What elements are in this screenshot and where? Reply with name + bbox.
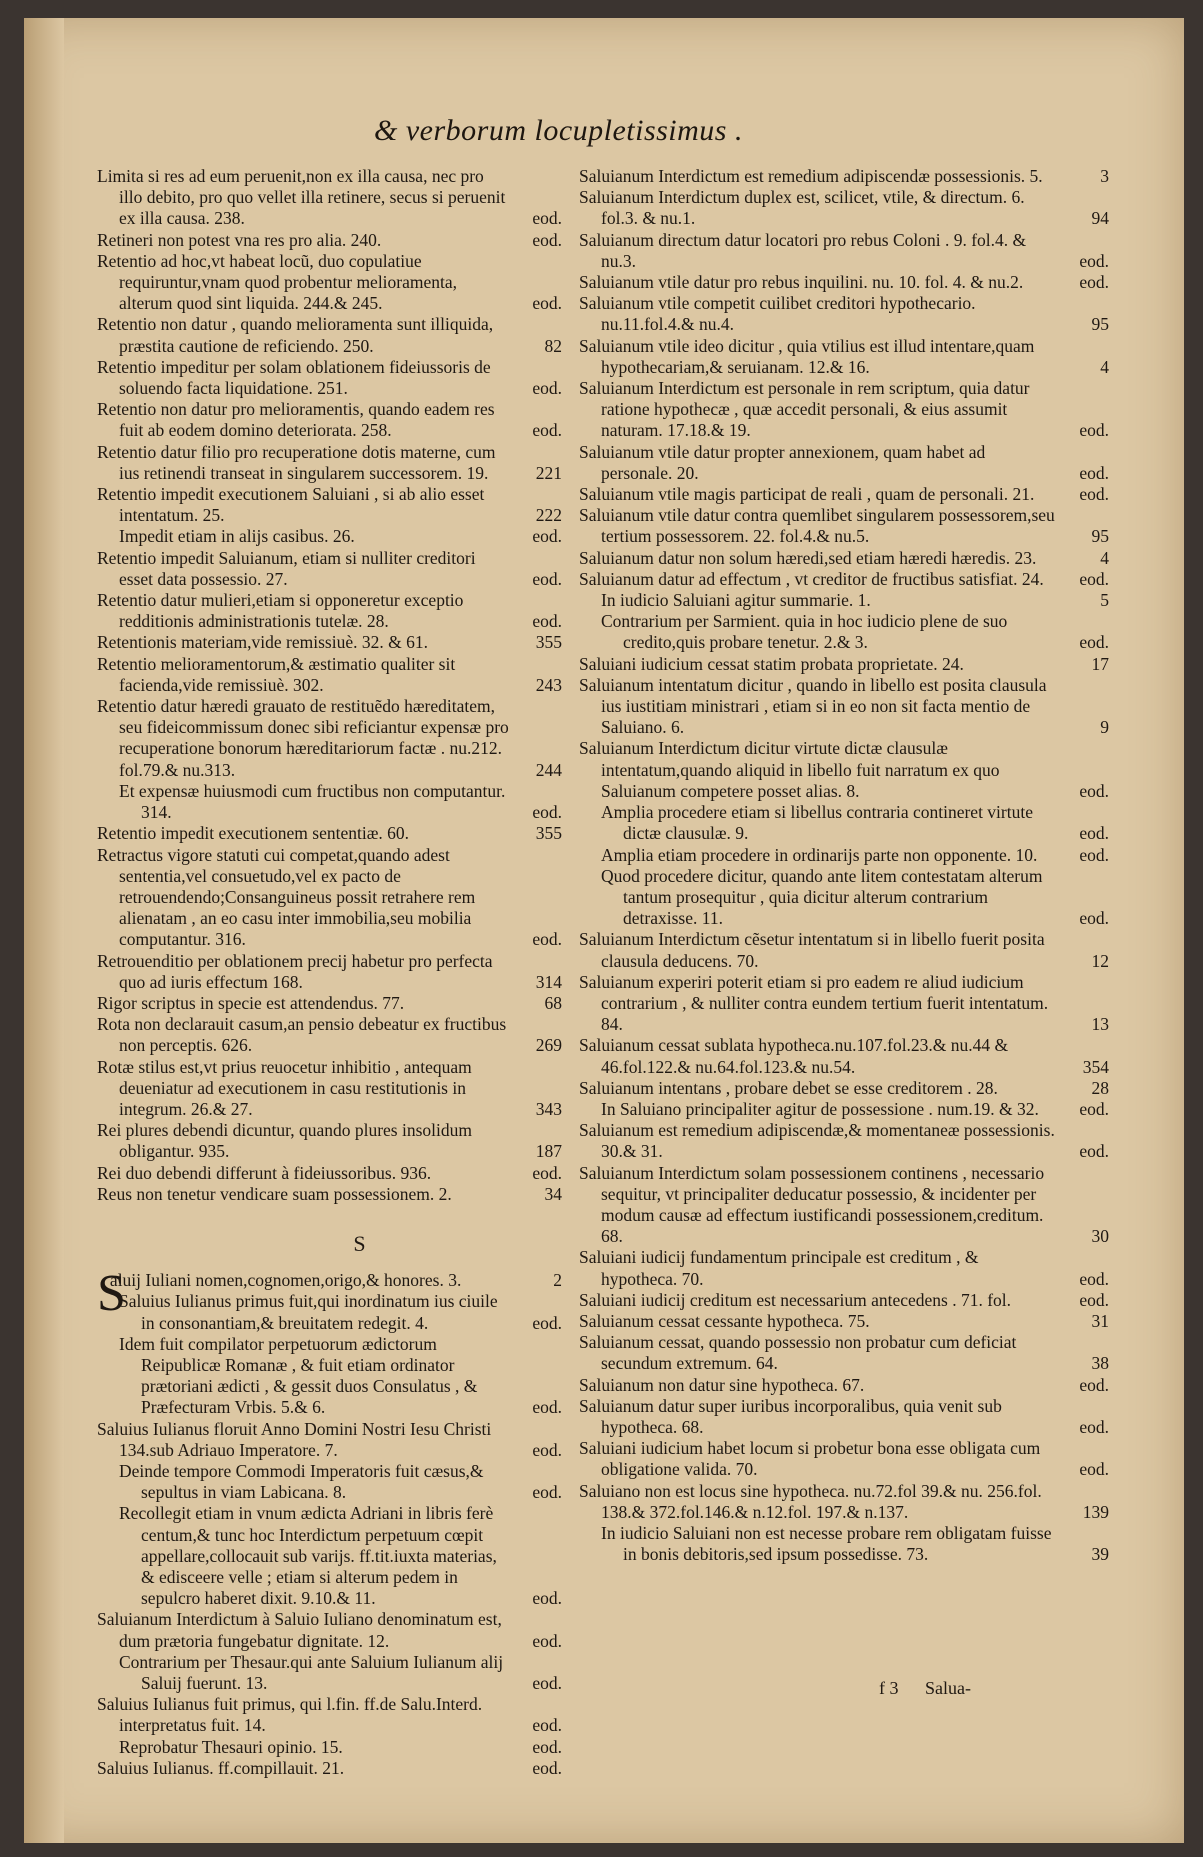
entry-page-ref: 30 [1091, 1226, 1109, 1247]
entry-text: Retentio datur filio pro recuperatione dotis materne, cum ius retinendi transeat in singularem successorem. 19. [97, 441, 496, 483]
entry-text: Saluianum Interdictum duplex est, scilicet, vtile, & directum. 6. fol.3. & nu.1. [579, 187, 1025, 229]
entry-page-ref: eod. [1079, 250, 1109, 271]
entry-page-ref: 139 [1082, 1501, 1109, 1522]
index-entry [579, 802, 1109, 844]
entry-text: aluij Iuliani nomen,cognomen,origo,& honores. 3. [109, 1270, 462, 1291]
entry-page-ref: 3 [1100, 166, 1109, 186]
entry-text: Saluianum directum datur locatori pro rebus Coloni . 9. fol.4. & nu.3. [579, 229, 1027, 271]
index-entry [579, 845, 1109, 866]
entry-text: Retentio datur mulieri,etiam si opponeretur exceptio redditionis administrationis tutelæ. 28. [97, 590, 464, 632]
entry-text: Saluianum Interdictum à Saluio Iuliano denominatum est, dum prætoria fungebatur dignitate. 12. [97, 1609, 502, 1651]
entry-text: Saluianum vtile competit cuilibet creditori hypothecario. nu.11.fol.4.& nu.4. [579, 293, 976, 335]
entry-text: Saluianum intentatum dicitur , quando in libello est posita clausula ius iustitiam ministrari , etiam si in eo non sit facta mentio de Saluiano. 6. [579, 674, 1047, 738]
index-entry [579, 1396, 1109, 1438]
entry-page-ref: eod. [1079, 823, 1109, 844]
entry-page-ref: eod. [532, 526, 562, 547]
index-entry [579, 1290, 1109, 1311]
index-entry [97, 1120, 562, 1162]
entry-text: Saluianum Interdictum cẽsetur intentatum si in libello fuerit posita clausula deducens. 70. [579, 929, 1045, 971]
index-entry [97, 1652, 562, 1694]
entry-page-ref: 244 [535, 759, 562, 780]
entry-page-ref: 13 [1091, 1014, 1109, 1035]
entry-text: Rei plures debendi dicuntur, quando plures insolidum obligantur. 935. [97, 1120, 473, 1162]
entry-text: Saluiani iudicium cessat statim probata proprietate. 24. [579, 653, 964, 674]
entry-page-ref: 4 [1100, 547, 1109, 568]
entry-text: Recollegit etiam in vnum ædicta Adriani in libris ferè centum,& tunc hoc Interdictum perpetuum cœpit appellare,collocauit sub varijs. ff.tit.iuxta materias, & edisceere velle ; etiam si alterum pedem in sepulcro haberet dixit. 9.10.& 11. [119, 1503, 497, 1609]
index-entry [579, 484, 1109, 505]
entry-text: Retrouenditio per oblationem precij habetur pro perfecta quo ad iuris effectum 168. [97, 950, 493, 992]
entry-page-ref: 94 [1091, 208, 1109, 229]
index-entry [97, 951, 562, 993]
entry-text: Saluianum vtile datur contra quemlibet singularem possessorem,seu tertium possessorem. 22. fol.4.& nu.5. [579, 505, 1055, 547]
entry-page-ref: 28 [1091, 1077, 1109, 1098]
entry-text: Retentio impedit Saluianum, etiam si nulliter creditori esset data possessio. 27. [97, 547, 476, 589]
entry-text: Retentio ad hoc,vt habeat locũ, duo copulatiue requiruntur,vnam quod probentur melioramenta, alterum quod sint liquida. 244.& 245. [97, 250, 458, 314]
section-letter-s: S [353, 1230, 366, 1256]
entry-page-ref: eod. [532, 1715, 562, 1736]
entry-text: Reus non tenetur vendicare suam possessionem. 2. [97, 1183, 452, 1204]
entry-text: Rotæ stilus est,vt prius reuocetur inhibitio , antequam deueniatur ad executionem in casu restitutionis in integrum. 26.& 27. [97, 1056, 472, 1119]
index-entry [97, 654, 562, 696]
index-entry [579, 675, 1109, 739]
entry-page-ref: eod. [532, 378, 562, 399]
index-entry [579, 1035, 1109, 1077]
index-entry [97, 1014, 562, 1056]
entry-page-ref: 5 [1100, 590, 1109, 611]
index-entry [97, 823, 562, 844]
entry-text: Retentio impedit executionem Saluiani , si ab alio esset intentatum. 25. [97, 484, 485, 526]
entry-text: Contrarium per Thesaur.qui ante Saluium Iulianum alij Saluij fuerunt. 13. [119, 1651, 504, 1694]
catchword: Salua- [925, 1678, 971, 1698]
entry-page-ref: 17 [1091, 653, 1109, 674]
entry-text: Saluianum vtile ideo dicitur , quia vtilius est illud intentare,quam hypothecariam,& seruianam. 12.& 16. [579, 335, 1035, 377]
index-entry [579, 738, 1109, 802]
running-head: & verborum locupletissimus . [374, 114, 743, 147]
entry-text: Saluianum cessat cessante hypotheca. 75. [579, 1310, 870, 1331]
right-column [579, 166, 1109, 1565]
entry-text: Retentionis materiam,vide remissiuè. 32. & 61. [97, 632, 428, 653]
index-entry [97, 314, 562, 356]
entry-page-ref: 343 [535, 1098, 562, 1119]
index-entry [97, 696, 562, 781]
index-entry [579, 166, 1109, 187]
entry-text: Saluianum datur ad effectum , vt creditor de fructibus satisfiat. 24. [579, 568, 1044, 589]
entry-page-ref: eod. [1079, 484, 1109, 505]
index-entry [579, 1438, 1109, 1480]
entry-page-ref: 31 [1091, 1310, 1109, 1331]
entry-text: In Saluiano principaliter agitur de possessione . num.19. & 32. [601, 1098, 1039, 1119]
entry-text: Saluianum datur non solum hæredi,sed etiam hæredi hæredis. 23. [579, 547, 1037, 568]
entry-text: Saluiano non est locus sine hypotheca. nu.72.fol 39.& nu. 256.fol. 138.& 372.fol.146.& n.12.fol. 197.& n.137. [579, 1480, 1042, 1522]
entry-text: Retentio melioramentorum,& æstimatio qualiter sit facienda,vide remissiuè. 302. [97, 653, 456, 695]
index-entry [579, 866, 1109, 930]
entry-text: Amplia procedere etiam si libellus contraria contineret virtute dictæ clausulæ. 9. [601, 802, 1033, 844]
left-column [97, 166, 562, 1779]
index-entry [579, 1523, 1109, 1565]
entry-page-ref: eod. [1079, 632, 1109, 653]
index-entry [97, 1758, 562, 1779]
index-entry [97, 781, 562, 823]
entry-text: Saluianum Interdictum solam possessionem continens , necessario sequitur, vt principaliter deducatur possessio, & incidenter per modum causæ ad effectum iustificandi possessionem,creditum. 68. [579, 1162, 1045, 1247]
entry-text: Saluianum cessat, quando possessio non probatur cum deficiat secundum extremum. 64. [579, 1332, 1017, 1374]
index-entry [579, 1078, 1109, 1099]
entry-page-ref: eod. [1079, 420, 1109, 441]
entry-page-ref: eod. [1079, 1098, 1109, 1119]
index-entry [579, 1375, 1109, 1396]
page-footer [879, 1678, 993, 1699]
entry-text: Saluianum Interdictum est remedium adipiscendæ possessionis. 5. [579, 166, 1043, 186]
page-gutter [24, 18, 64, 1843]
index-entry [97, 993, 562, 1014]
entry-page-ref: 355 [535, 632, 562, 653]
index-entry [579, 611, 1109, 653]
entry-page-ref: 12 [1091, 950, 1109, 971]
entry-text: Retineri non potest vna res pro alia. 240. [97, 229, 382, 250]
entry-text: Amplia etiam procedere in ordinarijs parte non opponente. 10. [601, 844, 1038, 865]
entry-page-ref: eod. [532, 802, 562, 823]
index-entry [579, 1311, 1109, 1332]
entry-text: Saluianum non datur sine hypotheca. 67. [579, 1374, 865, 1395]
entry-text: In iudicio Saluiani agitur summarie. 1. [601, 590, 871, 611]
entry-text: Retentio non datur , quando melioramenta sunt illiquida, præstita cautione de reficiendo. 250. [97, 314, 494, 356]
entry-page-ref: 222 [535, 505, 562, 526]
entry-page-ref: 38 [1091, 1353, 1109, 1374]
index-entry [97, 590, 562, 632]
entry-text: Quod procedere dicitur, quando ante litem contestatam alterum tantum prosequitur , quia dicitur alterum contrarium detraxisse. 11. [601, 865, 1043, 929]
entry-text: In iudicio Saluiani non est necesse probare rem obligatam fuisse in bonis debitoris,sed ipsum possedisse. 73. [601, 1523, 1052, 1565]
entry-text: Retentio impeditur per solam oblationem fideiussoris de soluendo facta liquidatione. 251. [97, 356, 491, 399]
entry-page-ref: 221 [535, 462, 562, 483]
entry-text: Rei duo debendi differunt à fideiussoribus. 936. [97, 1162, 432, 1183]
index-entry [97, 399, 562, 441]
entry-page-ref: eod. [532, 229, 562, 250]
index-entry [579, 442, 1109, 484]
entry-page-ref: eod. [1079, 1374, 1109, 1395]
entry-page-ref: eod. [532, 1397, 562, 1418]
index-entry [579, 336, 1109, 378]
entry-page-ref: eod. [1079, 1289, 1109, 1310]
index-entry [579, 272, 1109, 293]
entry-page-ref: eod. [532, 1162, 562, 1183]
index-entry [97, 548, 562, 590]
entry-page-ref: 68 [544, 992, 562, 1013]
entry-page-ref: eod. [532, 611, 562, 632]
index-entry [579, 1481, 1109, 1523]
entry-text: Et expensæ huiusmodi cum fructibus non computantur. 314. [119, 780, 506, 823]
book-page [24, 18, 1184, 1843]
entry-text: Saluianum est remedium adipiscendæ,& momentaneæ possessionis. 30.& 31. [579, 1120, 1055, 1162]
entry-text: Saluianum datur super iuribus incorporalibus, quia venit sub hypotheca. 68. [579, 1395, 1002, 1437]
entry-text: Retentio non datur pro melioramentis, quando eadem res fuit ab eodem domino deteriorata. 258. [97, 399, 495, 441]
index-entry [579, 293, 1109, 335]
entry-text: Saluianum intentans , probare debet se esse creditorem . 28. [579, 1077, 998, 1098]
entry-text: Saluianum experiri poterit etiam si pro eadem re aliud iudicium contrarium , & nulliter contra eundem tertium fuerit intentatum. 84. [579, 971, 1049, 1035]
index-entry [579, 972, 1109, 1036]
entry-page-ref: eod. [1079, 1141, 1109, 1162]
entry-page-ref: 354 [1082, 1056, 1109, 1077]
index-entry [97, 1461, 562, 1503]
entry-page-ref: 95 [1091, 526, 1109, 547]
index-entry [579, 187, 1109, 229]
entry-text: Retractus vigore statuti cui competat,quando adest sententia,vel consuetudo,vel ex pacto de retrouendendo;Consanguineus possit retrahere rem alienatam , an eo casu inter immobilia,seu mobilia computantur. 316. [97, 844, 476, 950]
entry-page-ref: 9 [1100, 717, 1109, 738]
entry-page-ref: eod. [532, 1757, 562, 1778]
index-entry [97, 251, 562, 315]
entry-page-ref: eod. [532, 929, 562, 950]
entry-page-ref: eod. [1079, 1416, 1109, 1437]
index-entry [97, 1184, 562, 1205]
index-entry [579, 505, 1109, 547]
entry-page-ref: eod. [532, 208, 562, 229]
index-entry [97, 484, 562, 526]
entry-page-ref: eod. [532, 1736, 562, 1757]
entry-text: Saluianum cessat sublata hypotheca.nu.107.fol.23.& nu.44 & 46.fol.122.& nu.64.fol.123.& nu.54. [579, 1035, 1009, 1077]
entry-text: Saluius Iulianus. ff.compillauit. 21. [97, 1757, 345, 1778]
index-list-s [97, 1265, 562, 1779]
index-entry [97, 1503, 562, 1609]
index-entry [579, 548, 1109, 569]
entry-page-ref: 39 [1091, 1544, 1109, 1565]
entry-page-ref: eod. [1079, 1268, 1109, 1289]
entry-text: Saluius Iulianus primus fuit,qui inordinatum ius ciuile in consonantiam,& breuitatem redegit. 4. [119, 1291, 498, 1333]
entry-page-ref: 4 [1100, 356, 1109, 377]
entry-text: Deinde tempore Commodi Imperatoris fuit cæsus,& sepultus in viam Labicana. 8. [119, 1460, 484, 1503]
index-entry [579, 1247, 1109, 1289]
entry-page-ref: 187 [535, 1141, 562, 1162]
index-entry [579, 1120, 1109, 1162]
index-entry [97, 230, 562, 251]
entry-text: Reprobatur Thesauri opinio. 15. [119, 1736, 343, 1757]
entry-text: Retentio datur hæredi grauato de restituẽdo hæreditatem, seu fideicommissum donec sibi reficiantur expensæ pro recuperatione bonorum hæreditariorum factæ . nu.212. fol.79.& nu.313. [97, 696, 509, 780]
entry-page-ref: 95 [1091, 314, 1109, 335]
entry-text: Saluianum vtile magis participat de reali , quam de personali. 21. [579, 484, 1035, 505]
entry-page-ref: eod. [1079, 462, 1109, 483]
index-entry [97, 166, 562, 230]
entry-text: Retentio impedit executionem sententiæ. 60. [97, 823, 410, 844]
index-entry [97, 845, 562, 951]
entry-text: Idem fuit compilator perpetuorum ædictorum Reipublicæ Romanæ , & fuit etiam ordinator prætoriani ædicti , & gessit duos Consulatus , & Præfecturam Vrbis. 5.& 6. [119, 1333, 478, 1418]
entry-page-ref: eod. [532, 1673, 562, 1694]
index-entry [579, 378, 1109, 442]
entry-text: Saluianum Interdictum est personale in rem scriptum, quia datur ratione hypothecæ , quæ accedit personali, & eius assumit naturam. 17.18.& 19. [579, 378, 1030, 441]
entry-text: Saluius Iulianus floruit Anno Domini Nostri Iesu Christi 134.sub Adriauo Imperatore. 7. [97, 1418, 492, 1460]
entry-page-ref: eod. [1079, 1459, 1109, 1480]
entry-text: Contrarium per Sarmient. quia in hoc iudicio plene de suo credito,quis probare tenetur. 2.& 3. [601, 611, 1008, 653]
entry-page-ref: eod. [532, 1630, 562, 1651]
entry-text: Rigor scriptus in specie est attendendus. 77. [97, 992, 405, 1013]
entry-page-ref: eod. [1079, 908, 1109, 929]
entry-page-ref: 34 [544, 1183, 562, 1204]
index-entry [97, 526, 562, 547]
index-entry [97, 632, 562, 653]
entry-text: Limita si res ad eum peruenit,non ex illa causa, nec pro illo debito, pro quo vellet illa retinere, secus si peruenit ex illa causa. 238. [97, 166, 506, 229]
entry-text: Rota non declarauit casum,an pensio debeatur ex fructibus non perceptis. 626. [97, 1014, 507, 1056]
entry-page-ref: eod. [532, 293, 562, 314]
entry-text: Saluius Iulianus fuit primus, qui l.fin. ff.de Salu.Interd. interpretatus fuit. 14. [97, 1694, 483, 1736]
index-entry [579, 654, 1109, 675]
index-entry [97, 442, 562, 484]
entry-page-ref: eod. [532, 1588, 562, 1609]
entry-page-ref: eod. [1079, 844, 1109, 865]
index-entry [579, 230, 1109, 272]
index-entry [579, 1163, 1109, 1248]
entry-text: Saluiani iudicij fundamentum principale est creditum , & hypotheca. 70. [579, 1247, 979, 1289]
index-entry [97, 1694, 562, 1736]
entry-text: Saluiani iudicium habet locum si probetur bona esse obligata cum obligatione valida. 70. [579, 1438, 1041, 1480]
index-entry [97, 1291, 562, 1333]
entry-page-ref: eod. [1079, 568, 1109, 589]
entry-page-ref: 243 [535, 674, 562, 695]
entry-page-ref: 2 [553, 1270, 562, 1291]
dropcap-letter: S [97, 1265, 126, 1323]
entry-text: Saluianum vtile datur propter annexionem, quam habet ad personale. 20. [579, 441, 986, 483]
signature-mark: f 3 [879, 1678, 899, 1698]
index-entry [97, 1057, 562, 1121]
entry-text: Impedit etiam in alijs casibus. 26. [119, 526, 355, 547]
index-entry [97, 1609, 562, 1651]
index-entry [97, 1334, 562, 1419]
index-list-saluianum [579, 166, 1109, 1565]
entry-page-ref: 82 [544, 335, 562, 356]
index-entry [579, 590, 1109, 611]
entry-text: Saluianum vtile datur pro rebus inquilini. nu. 10. fol. 4. & nu.2. [579, 272, 1024, 293]
index-entry [97, 357, 562, 399]
entry-page-ref: eod. [532, 1312, 562, 1333]
index-entry [97, 1419, 562, 1461]
entry-page-ref: eod. [1079, 272, 1109, 293]
entry-page-ref: eod. [532, 1482, 562, 1503]
entry-page-ref: eod. [1079, 780, 1109, 801]
entry-text: Saluianum Interdictum dicitur virtute dictæ clausulæ intentatum,quando aliquid in libello fuit narratum ex quo Saluianum competere posset alias. 8. [579, 738, 1000, 801]
index-list-r [97, 166, 562, 1205]
entry-page-ref: 314 [535, 971, 562, 992]
index-entry [97, 1163, 562, 1184]
entry-page-ref: eod. [532, 1439, 562, 1460]
entry-page-ref: eod. [532, 568, 562, 589]
index-entry [97, 1737, 562, 1758]
entry-page-ref: 355 [535, 823, 562, 844]
index-entry [579, 1099, 1109, 1120]
index-entry [579, 929, 1109, 971]
entry-page-ref: eod. [532, 420, 562, 441]
index-entry [579, 1332, 1109, 1374]
index-entry [579, 569, 1109, 590]
entry-text: Saluiani iudicij creditum est necessarium antecedens . 71. fol. [579, 1289, 1012, 1310]
entry-page-ref: 269 [535, 1035, 562, 1056]
